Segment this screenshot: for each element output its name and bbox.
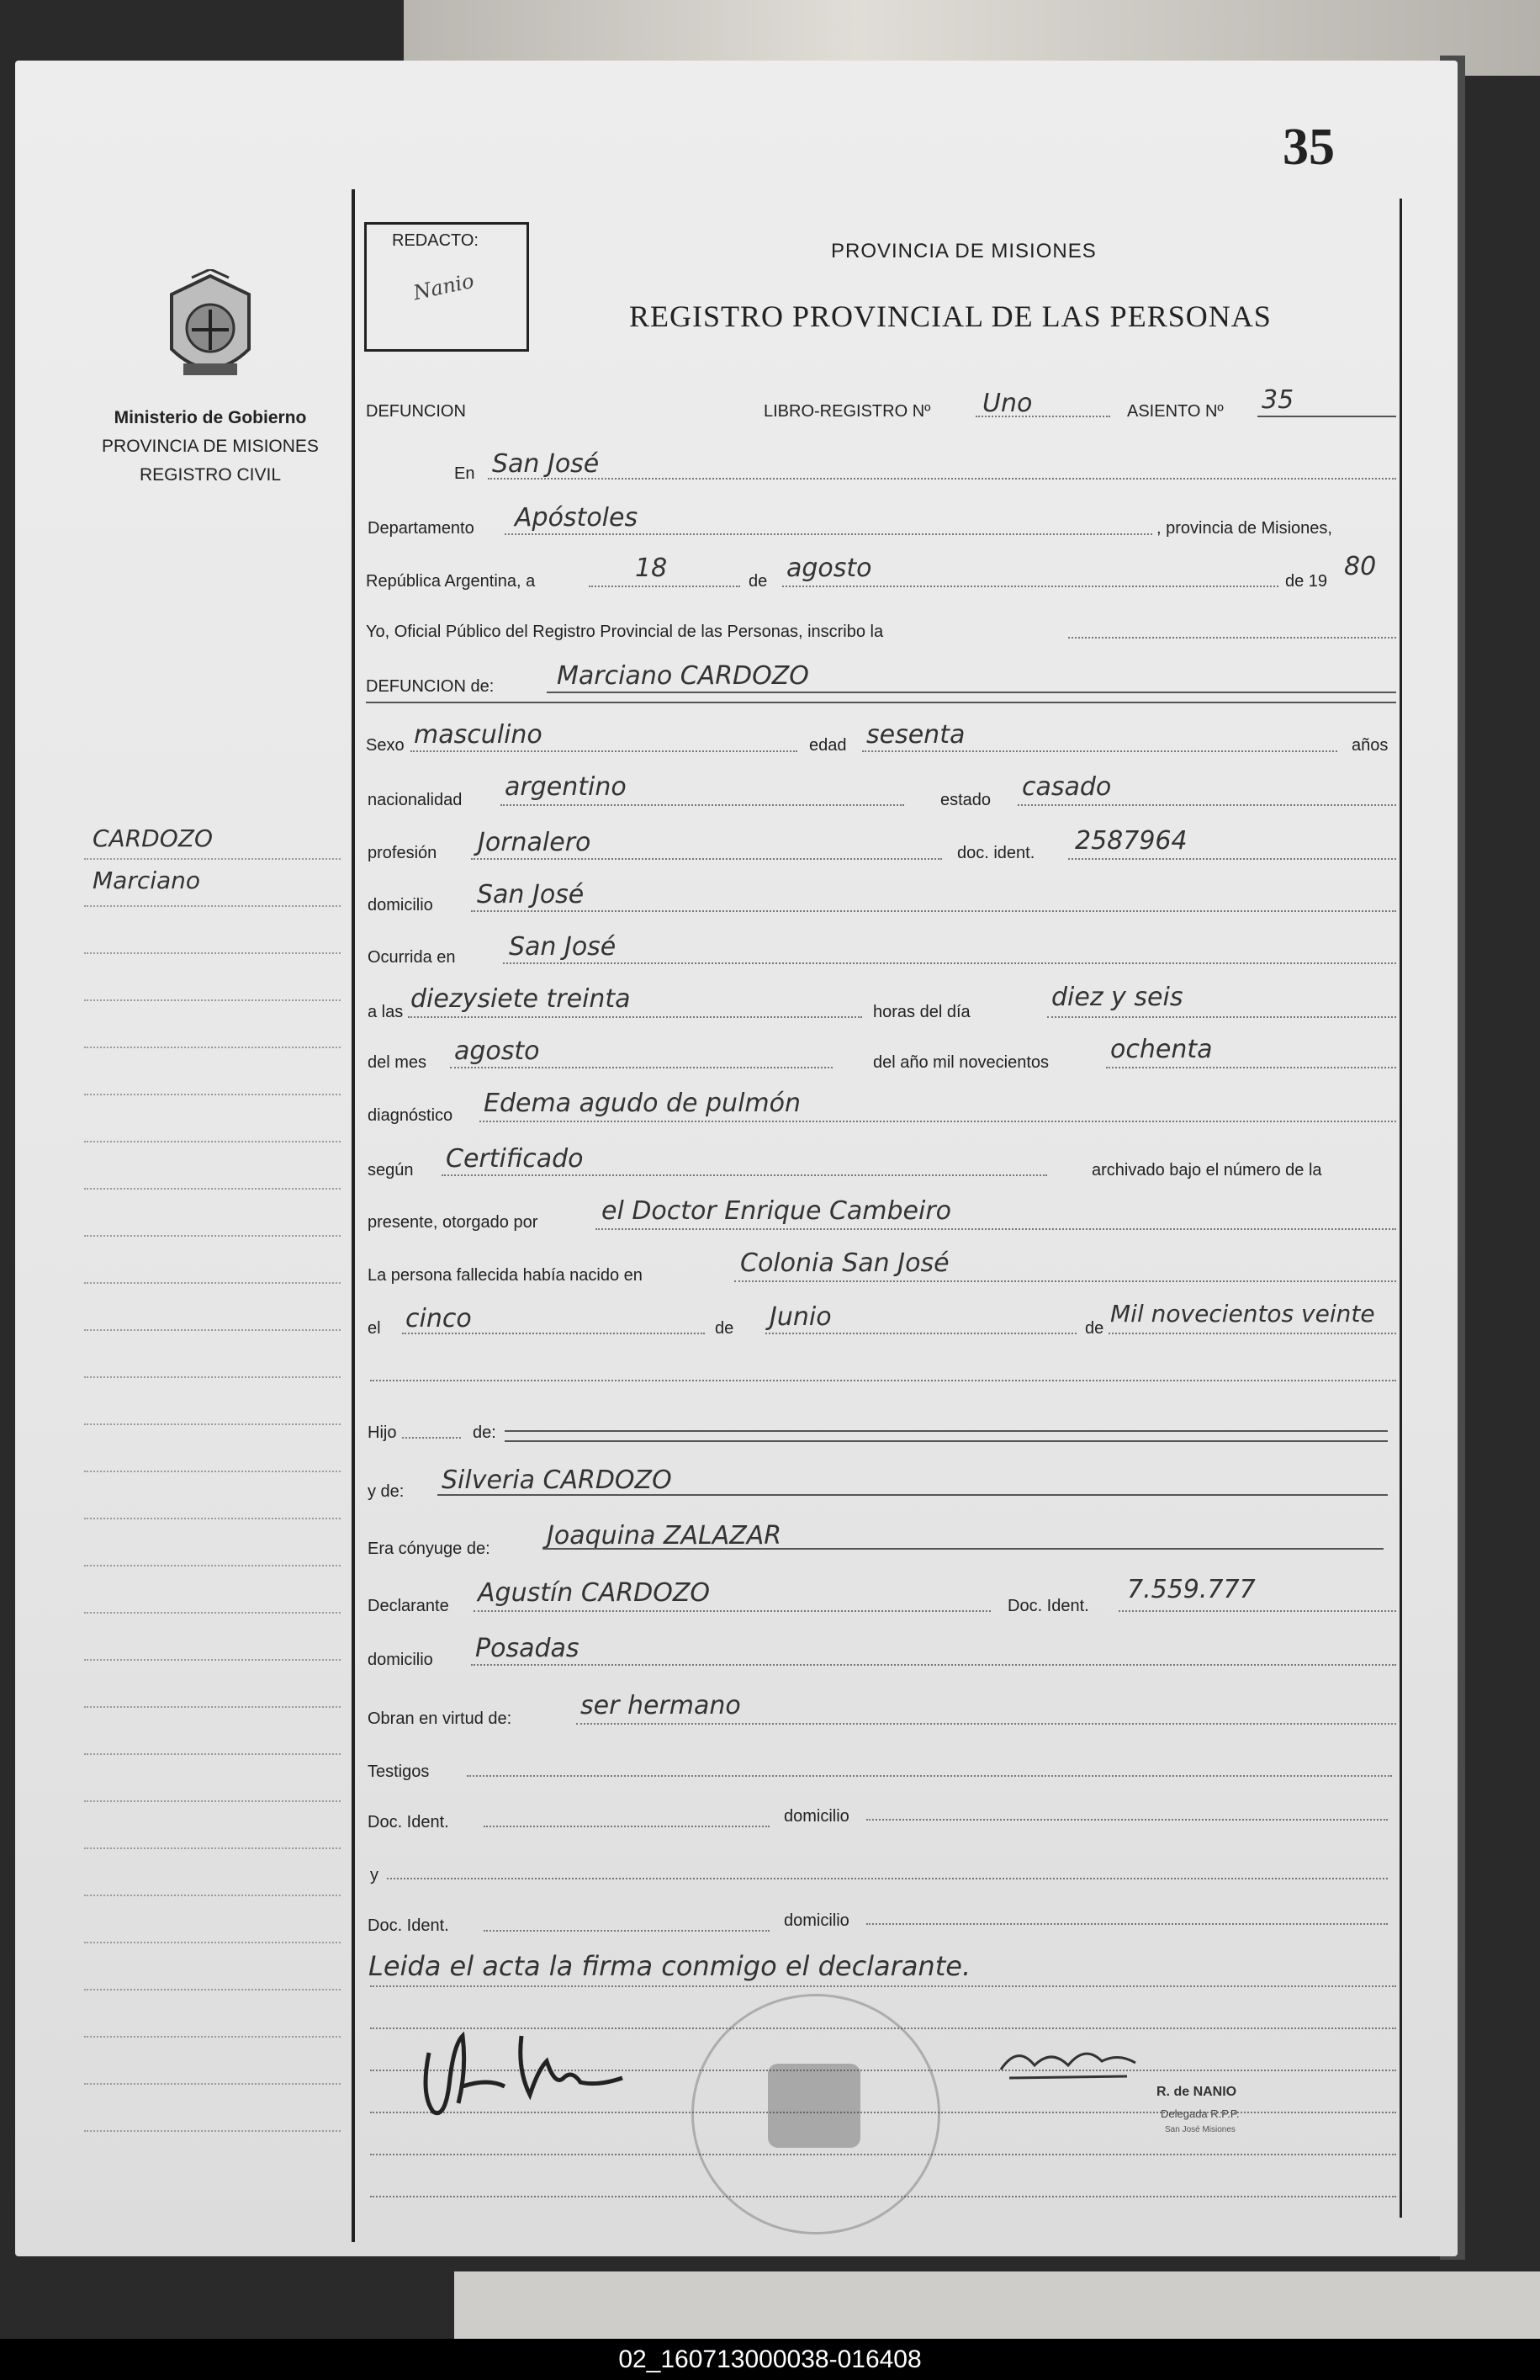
doc-value: 2587964	[1075, 826, 1188, 856]
doc-line	[1068, 858, 1396, 860]
closing-line	[370, 1985, 1396, 1987]
nacionalidad-label: nacionalidad	[368, 791, 463, 809]
right-border-line	[1400, 199, 1402, 2218]
republica-label: República Argentina, a	[366, 572, 536, 591]
presente-label: presente, otorgado por	[368, 1213, 538, 1232]
closing-text: Leida el acta la firma conmigo el declarante.	[368, 1950, 971, 1982]
margin-rule-line	[84, 999, 341, 1001]
record-type: DEFUNCION	[366, 402, 466, 421]
del-ano-value: ochenta	[1110, 1035, 1213, 1064]
en-value: San José	[492, 449, 600, 479]
margin-rule-line	[84, 1423, 341, 1425]
margin-rule-line	[84, 1659, 341, 1661]
mes-line	[782, 586, 1278, 587]
doc-label: doc. ident.	[957, 844, 1035, 862]
presente-line	[595, 1228, 1396, 1230]
edad-line	[862, 750, 1337, 752]
doc3-line	[484, 1826, 770, 1827]
margin-rule-line	[84, 2083, 341, 2085]
testigos-line	[467, 1775, 1392, 1777]
de2-value: Junio	[770, 1302, 832, 1332]
domicilio-value: San José	[477, 880, 585, 909]
margin-rule-line	[84, 1188, 341, 1190]
province-name: PROVINCIA DE MISIONES	[102, 437, 319, 456]
margin-rule-line	[84, 1329, 341, 1331]
margin-rule-line	[84, 1942, 341, 1943]
margin-given-name: Marciano	[93, 867, 201, 894]
y-de-rule	[437, 1494, 1388, 1496]
segun-value: Certificado	[446, 1144, 584, 1174]
asiento-value: 35	[1262, 385, 1294, 415]
sexo-line	[410, 750, 797, 752]
official-seal-stamp	[691, 1994, 940, 2234]
yo-line	[1068, 637, 1396, 639]
de2-line	[765, 1333, 1077, 1334]
redacto-initials: Nanio	[410, 268, 477, 305]
conyuge-label: Era cónyuge de:	[368, 1540, 490, 1558]
margin-rule-line	[84, 1895, 341, 1896]
estado-line	[1018, 804, 1396, 806]
dia-value: 18	[635, 554, 668, 583]
defuncion-de-value: Marciano CARDOZO	[557, 661, 809, 691]
doc2-line	[1119, 1610, 1396, 1612]
de3-value: Mil novecientos veinte	[1110, 1300, 1375, 1328]
nacido-line	[734, 1280, 1396, 1282]
de2-label: de	[715, 1319, 734, 1338]
official-name: R. de NANIO	[1156, 2085, 1237, 2099]
doc2-label: Doc. Ident.	[1008, 1597, 1089, 1615]
extra-line	[370, 1380, 1396, 1381]
margin-rule-line	[84, 1706, 341, 1708]
ocurrida-label: Ocurrida en	[368, 948, 456, 967]
segun-line	[442, 1174, 1047, 1176]
ano-value: 80	[1344, 552, 1377, 581]
margin-rule-line	[84, 1094, 341, 1095]
el-line	[402, 1333, 705, 1334]
margin-rule-line	[84, 1047, 341, 1048]
horas-label: horas del día	[873, 1003, 971, 1021]
y-de-value: Silveria CARDOZO	[442, 1466, 672, 1495]
domicilio3-label: domicilio	[784, 1807, 849, 1826]
del-mes-line	[450, 1067, 833, 1068]
de3-label: de	[1085, 1319, 1104, 1338]
margin-rule-line	[84, 1141, 341, 1142]
margin-rule-line	[84, 1565, 341, 1566]
sexo-label: Sexo	[366, 736, 405, 755]
doc3-label: Doc. Ident.	[368, 1813, 449, 1831]
domicilio4-label: domicilio	[784, 1911, 849, 1930]
page-number: 35	[1283, 119, 1335, 176]
diagnostico-label: diagnóstico	[368, 1106, 453, 1125]
obran-line	[576, 1723, 1396, 1725]
libro-line	[976, 416, 1110, 417]
nacido-label: La persona fallecida había nacido en	[368, 1266, 643, 1285]
obran-value: ser hermano	[580, 1691, 741, 1720]
edad-value: sesenta	[866, 720, 966, 750]
domicilio4-line	[866, 1923, 1388, 1925]
horas-value: diez y seis	[1051, 983, 1183, 1012]
en-label: En	[454, 464, 475, 483]
province-title: PROVINCIA DE MISIONES	[831, 240, 1097, 262]
doc2-value: 7.559.777	[1127, 1575, 1256, 1604]
segun-label: según	[368, 1161, 414, 1179]
hijo-de-label: de:	[473, 1423, 496, 1442]
profesion-label: profesión	[368, 844, 437, 862]
defuncion-de-label: DEFUNCION de:	[366, 677, 495, 696]
registry-title: REGISTRO PROVINCIAL DE LAS PERSONAS	[629, 299, 1272, 333]
domicilio-line	[471, 910, 1396, 912]
declarante-line	[474, 1610, 991, 1612]
hijo-rule	[505, 1430, 1388, 1432]
del-ano-label: del año mil novecientos	[873, 1053, 1050, 1072]
margin-rule-line	[84, 1471, 341, 1472]
a-las-line	[408, 1016, 862, 1018]
dia-line	[589, 586, 740, 587]
del-mes-label: del mes	[368, 1053, 427, 1072]
ministry-name: Ministerio de Gobierno	[114, 408, 307, 427]
margin-rule-line	[84, 2130, 341, 2132]
margin-rule-line	[84, 1989, 341, 1990]
mes-value: agosto	[786, 554, 872, 583]
doc4-line	[484, 1930, 770, 1932]
margin-rule-line	[84, 1753, 341, 1755]
domicilio3-line	[866, 1819, 1388, 1821]
margin-rule-line	[84, 952, 341, 954]
estado-label: estado	[940, 791, 992, 809]
conyuge-rule	[542, 1548, 1384, 1550]
departamento-label: Departamento	[368, 519, 474, 538]
diagnostico-line	[479, 1121, 1396, 1122]
registry-name: REGISTRO CIVIL	[139, 465, 282, 485]
anos-label: años	[1352, 736, 1389, 755]
archivado-label: archivado bajo el número de la	[1092, 1161, 1322, 1179]
conyuge-value: Joaquina ZALAZAR	[547, 1521, 782, 1550]
margin-rule-line	[84, 1235, 341, 1237]
defuncion-line	[547, 692, 1396, 693]
margin-divider	[352, 189, 355, 2242]
profesion-value: Jornalero	[478, 828, 591, 857]
estado-value: casado	[1022, 772, 1112, 802]
image-id-footer: 02_160713000038-016408	[0, 2339, 1540, 2380]
hijo-label: Hijo	[368, 1423, 397, 1442]
horas-line	[1047, 1016, 1396, 1018]
asiento-label: ASIENTO Nº	[1127, 402, 1224, 421]
del-ano-line	[1106, 1067, 1396, 1068]
obran-label: Obran en virtud de:	[368, 1709, 512, 1728]
y-de-label: y de:	[368, 1482, 405, 1501]
yo-text: Yo, Oficial Público del Registro Provincial de las Personas, inscribo la	[366, 623, 884, 641]
sexo-value: masculino	[414, 720, 542, 750]
y-label: y	[370, 1866, 378, 1884]
ministry-header	[76, 408, 345, 485]
margin-rule-line	[84, 1518, 341, 1519]
coat-of-arms-icon	[158, 269, 263, 395]
redacto-box	[364, 222, 529, 352]
hijo-rule-2	[505, 1440, 1388, 1442]
doc4-label: Doc. Ident.	[368, 1916, 449, 1935]
de-ano-label: de 19	[1285, 572, 1328, 591]
nacionalidad-value: argentino	[505, 772, 627, 802]
official-role: Delegada R.P.P.	[1161, 2107, 1240, 2120]
margin-rule-line	[84, 1612, 341, 1614]
ocurrida-line	[503, 962, 1396, 964]
background-desk-bottom	[454, 2271, 1540, 2339]
el-value: cinco	[405, 1304, 472, 1333]
departamento-value: Apóstoles	[515, 503, 638, 533]
diagnostico-value: Edema agudo de pulmón	[484, 1089, 801, 1118]
del-mes-value: agosto	[454, 1036, 540, 1066]
margin-ruled-lines	[84, 858, 341, 2246]
libro-label: LIBRO-REGISTRO Nº	[764, 402, 931, 421]
nacionalidad-line	[500, 804, 904, 806]
departamento-line	[505, 533, 1152, 535]
official-signature	[992, 2036, 1245, 2154]
testigos-label: Testigos	[368, 1762, 430, 1781]
margin-rule-line	[84, 858, 341, 860]
official-signature-scribble	[992, 2036, 1245, 2086]
margin-rule-line	[84, 2036, 341, 2038]
declarante-value: Agustín CARDOZO	[478, 1578, 711, 1608]
defuncion-line-2	[366, 702, 1396, 703]
hijo-line	[402, 1437, 461, 1439]
a-las-value: diezysiete treinta	[410, 984, 631, 1014]
seal-emblem	[768, 2064, 860, 2148]
margin-rule-line	[84, 905, 341, 907]
y-line	[387, 1878, 1388, 1879]
margin-rule-line	[84, 1847, 341, 1849]
libro-value: Uno	[982, 389, 1033, 418]
en-line	[488, 478, 1396, 480]
el-label: el	[368, 1319, 381, 1338]
edad-label: edad	[809, 736, 847, 755]
de3-line	[1109, 1333, 1396, 1334]
nacido-value: Colonia San José	[740, 1248, 950, 1278]
a-las-label: a las	[368, 1003, 404, 1021]
declarant-signature	[412, 2019, 681, 2128]
margin-rule-line	[84, 1376, 341, 1378]
provincia-suffix: , provincia de Misiones,	[1156, 519, 1332, 538]
redacto-label: REDACTO:	[392, 231, 479, 250]
domicilio2-line	[471, 1664, 1396, 1666]
declarante-label: Declarante	[368, 1597, 449, 1615]
de-label: de	[749, 572, 768, 591]
official-location: San José Misiones	[1165, 2125, 1236, 2134]
domicilio-label: domicilio	[368, 896, 433, 914]
ocurrida-value: San José	[509, 932, 617, 962]
margin-surname: CARDOZO	[93, 824, 213, 852]
domicilio2-value: Posadas	[475, 1634, 579, 1663]
domicilio2-label: domicilio	[368, 1651, 433, 1669]
margin-rule-line	[84, 1800, 341, 1802]
margin-rule-line	[84, 1282, 341, 1284]
presente-value: el Doctor Enrique Cambeiro	[601, 1196, 952, 1226]
profesion-line	[471, 858, 942, 860]
asiento-line	[1257, 416, 1396, 417]
